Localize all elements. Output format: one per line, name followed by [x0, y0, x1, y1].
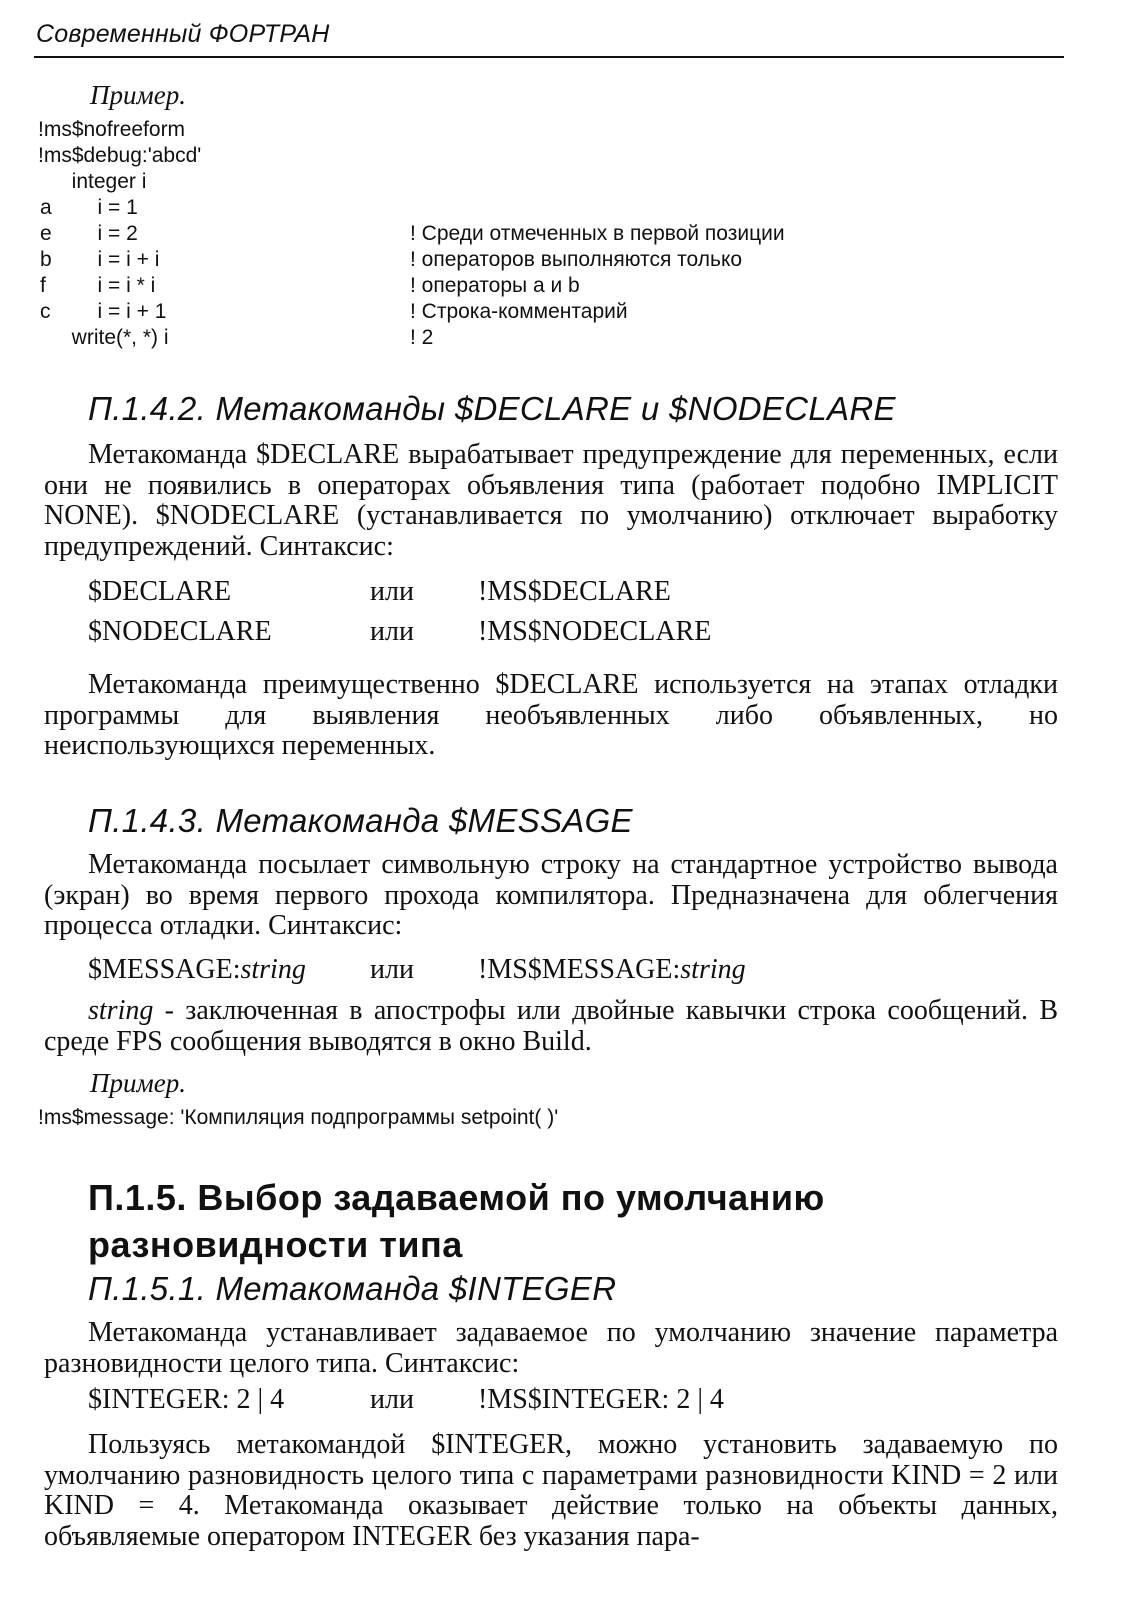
chapter-heading: П.1.5. Выбор задаваемой по умолчанию разновидности типа	[88, 1177, 825, 1265]
section-heading: П.1.4.3. Метакоманда $MESSAGE	[88, 802, 633, 839]
syntax-or: или	[370, 1384, 414, 1415]
syntax-directive: !MS$MESSAGE:string	[478, 954, 746, 985]
syntax-directive: !MS$NODECLARE	[478, 616, 712, 647]
syntax-directive: $DECLARE	[88, 576, 232, 607]
code-label: f	[40, 274, 46, 297]
syntax-directive: $INTEGER: 2 | 4	[88, 1384, 285, 1415]
code-line: i = i + 1	[80, 300, 167, 323]
running-head: Современный ФОРТРАН	[36, 20, 330, 48]
code-line: !ms$message: 'Компиляция подпрограммы setpoint( )'	[38, 1106, 559, 1129]
example-label: Пример.	[90, 1068, 186, 1098]
code-line: !ms$debug:'abcd'	[38, 144, 202, 167]
paragraph: Метакоманда $DECLARE вырабатывает предупреждение для переменных, если они не появились в операторах объявления типа (работает подобно IMPLICIT NONE). $NODECLARE (устанавливается по умолчанию) отключает выработку предупреждений. Синтаксис:	[44, 439, 1058, 562]
syntax-directive: $NODECLARE	[88, 616, 272, 647]
paragraph: string - заключенная в апострофы или двойные кавычки строка сообщений. В среде FPS сообщения выводятся в окно Build.	[44, 995, 1058, 1057]
code-line: i = i * i	[80, 274, 156, 297]
code-comment: ! операторов выполняются только	[410, 248, 743, 271]
code-comment: ! Среди отмеченных в первой позиции	[410, 222, 785, 245]
paragraph: Метакоманда устанавливает задаваемое по умолчанию значение параметра разновидности целого типа. Синтаксис:	[44, 1317, 1058, 1379]
code-line: !ms$nofreeform	[38, 118, 186, 141]
syntax-or: или	[370, 576, 414, 607]
syntax-directive: !MS$INTEGER: 2 | 4	[478, 1384, 724, 1415]
code-line: i = i + i	[80, 248, 160, 271]
code-line: i = 1	[80, 196, 138, 219]
code-label: b	[40, 248, 52, 271]
section-heading: П.1.4.2. Метакоманды $DECLARE и $NODECLARE	[88, 390, 896, 427]
code-label: c	[40, 300, 51, 323]
syntax-or: или	[370, 616, 414, 647]
code-label: e	[40, 222, 52, 245]
code-comment: ! Строка-комментарий	[410, 300, 628, 323]
example-label: Пример.	[90, 80, 186, 110]
syntax-directive: !MS$DECLARE	[478, 576, 671, 607]
code-comment: ! 2	[410, 326, 434, 349]
code-line: i = 2	[80, 222, 138, 245]
paragraph: Метакоманда преимущественно $DECLARE используется на этапах отладки программы для выявления необъявленных либо объявленных, но неиспользующихся переменных.	[44, 669, 1058, 761]
code-line: integer i	[60, 170, 147, 193]
paragraph: Метакоманда посылает символьную строку на стандартное устройство вывода (экран) во время первого прохода компилятора. Предназначена для облегчения процесса отладки. Синтаксис:	[44, 849, 1058, 941]
code-line: write(*, *) i	[60, 326, 169, 349]
syntax-or: или	[370, 954, 414, 985]
code-label: a	[40, 196, 52, 219]
header-rule	[34, 56, 1064, 58]
paragraph: Пользуясь метакомандой $INTEGER, можно установить задаваемую по умолчанию разновидность целого типа с параметрами разновидности KIND = 2 или KIND = 4. Метакоманда оказывает действие только на объекты данных, объявляемые оператором INTEGER без указания пара-	[44, 1429, 1058, 1552]
section-heading: П.1.5.1. Метакоманда $INTEGER	[88, 1270, 617, 1307]
syntax-directive: $MESSAGE:string	[88, 954, 306, 985]
code-comment: ! операторы a и b	[410, 274, 580, 297]
